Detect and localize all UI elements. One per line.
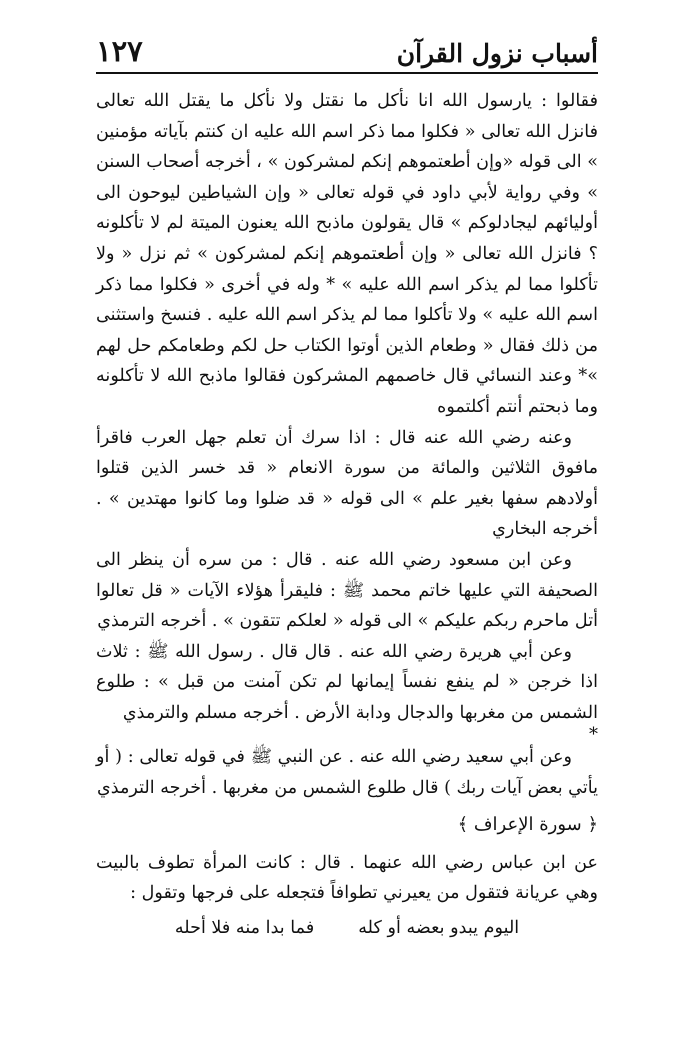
running-title: أسباب نزول القرآن xyxy=(396,39,598,68)
body-text xyxy=(96,86,598,943)
verse-hemistich-second: فما بدا منه فلا أحله xyxy=(174,917,315,938)
surah-heading: ﴿ سورة الإعراف ﴾ xyxy=(457,813,598,835)
paragraph-ibn-masud: وعن ابن مسعود رضي الله عنه . قال : من سره أن ينظر الى الصحيفة التي عليها خاتم محمد ﷺ : فليقرأ هؤلاء الآيات « قل تعالوا أتل ماحرم ربكم عليكم » الى قوله « لعلكم تتقون » . أخرجه الترمذي xyxy=(96,549,598,632)
page-number: ١٢٧ xyxy=(96,34,143,68)
paragraph-abu-said: وعن أبي سعيد رضي الله عنه . عن النبي ﷺ في قوله تعالى : ( أو يأتي بعض آيات ربك ) قال طلوع الشمس من مغربها . أخرجه الترمذي xyxy=(96,747,598,799)
asterisk-mark: * xyxy=(589,724,598,746)
header-rule xyxy=(96,72,598,74)
paragraph-surah-araf-opening: عن ابن عباس رضي الله عنهما . قال : كانت المرأة تطوف بالبيت وهي عريانة فتقول من يعيرني تطوافاً فتجعله على فرجها وتقول : xyxy=(96,852,598,904)
paragraph-ibn-abbas: وعنه رضي الله عنه قال : اذا سرك أن تعلم جهل العرب فاقرأ مافوق الثلاثين والمائة من سورة الانعام « قد خسر الذين قتلوا أولادهم سفها بغير علم » الى قوله « قد ضلوا وما كانوا مهتدين » . أخرجه البخاري xyxy=(96,427,598,540)
paragraph-surah-anam-ending: فقالوا : يارسول الله انا نأكل ما نقتل ولا نأكل ما يقتل الله تعالى فانزل الله تعالى « فكلوا مما ذكر اسم الله عليه ان كنتم بآياته مؤمنين » الى قوله «وإن أطعتموهم إنكم لمشركون » ، أخرجه أصحاب السنن » وفي رواية لأبي داود في قوله تعالى « وإن الشياطين ليوحون الى أوليائهم ليجادلوكم » قال يقولون ماذبح الله يعنون الميتة لم لا تأكلونه ؟ فانزل الله تعالى « وإن أطعتموهم إنكم لمشركون » ثم نزل « ولا تأكلوا مما لم يذكر اسم الله عليه » * وله في أخرى « فكلوا مما ذكر اسم الله عليه » ولا تأكلوا مما لم يذكر اسم الله عليه . فنسخ واستثنى من ذلك فقال « وطعام الذين أوتوا الكتاب حل لكم وطعامكم حل لهم »* وعند النسائي قال خاصمهم المشركون فقالوا ماذبح الله لا تأكلونه وما ذبحتم أنتم أكلتموه xyxy=(96,91,598,417)
page-header xyxy=(96,28,598,68)
poetry-verse xyxy=(96,913,598,944)
verse-hemistich-first: اليوم يبدو بعضه أو كله xyxy=(358,917,520,938)
paragraph-abu-hurayra: وعن أبي هريرة رضي الله عنه . قال قال . رسول الله ﷺ : ثلاث اذا خرجن « لم ينفع نفساً إيمانها لم تكن آمنت من قبل » : طلوع الشمس من مغربها والدجال ودابة الأرض . أخرجه مسلم والترمذي xyxy=(96,641,598,723)
